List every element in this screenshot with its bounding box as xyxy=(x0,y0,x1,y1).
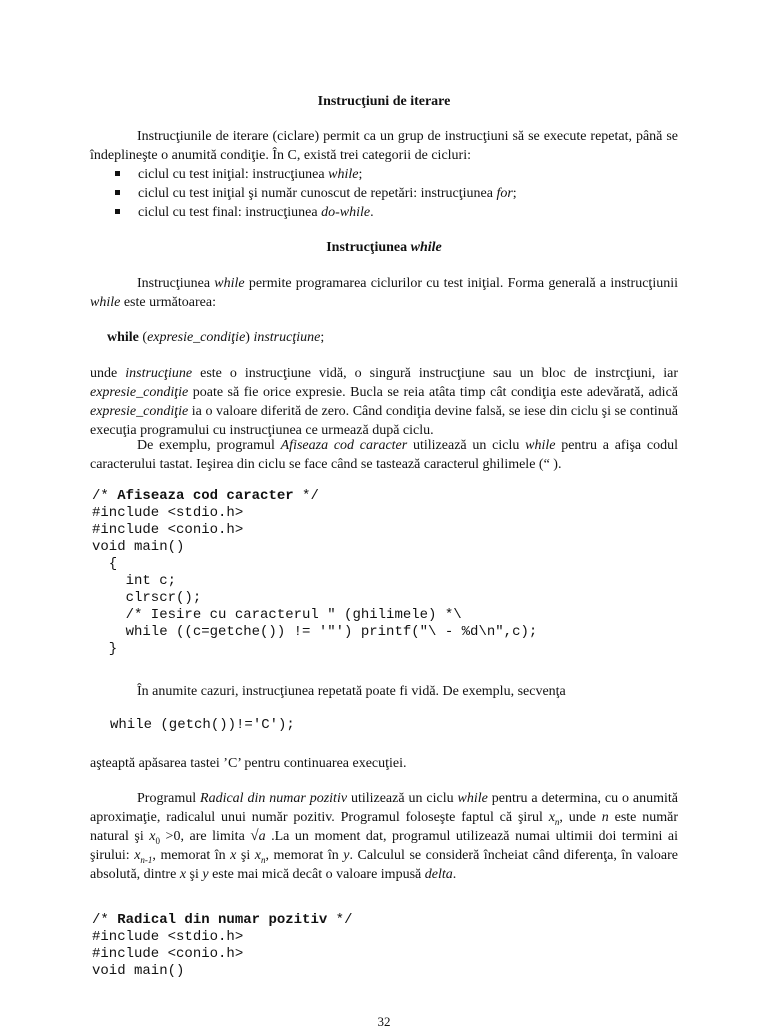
loop-types-list xyxy=(115,165,675,222)
empty-loop-paragraph: În anumite cazuri, instrucţiunea repetată poate fi vidă. De exemplu, secvenţa xyxy=(137,684,566,699)
bullet-icon xyxy=(115,171,120,176)
code-line: { xyxy=(92,556,118,572)
example-paragraph: De exemplu, programul Afiseaza cod caracter utilizează un ciclu while pentru a afişa codul caracterului tastat. Ieşirea din ciclu se face când se tastează caracterul ghilimele (“ ). xyxy=(90,438,678,472)
code-line: #include <conio.h> xyxy=(92,946,244,962)
code-line: #include <stdio.h> xyxy=(92,929,244,945)
list-item: ciclul cu test iniţial şi număr cunoscut de repetări: instrucţiunea for; xyxy=(115,184,675,203)
sqrt-symbol: √ xyxy=(250,828,259,844)
code-line: } xyxy=(92,641,118,657)
page-number: 32 xyxy=(377,1014,391,1029)
code-block-radical: /* Radical din numar pozitiv */ #include <stdio.h> #include <conio.h> void main() xyxy=(92,912,353,979)
while-intro-paragraph: Instrucţiunea while permite programarea ciclurilor cu test iniţial. Forma generală a instrucţiunii while este următoarea: xyxy=(90,276,678,310)
code-line: void main() xyxy=(92,539,185,555)
code-block-afiseaza: /* Afiseaza cod caracter */ #include <stdio.h> #include <conio.h> void main() { int c; clrscr(); /* Iesire cu caracterul " (ghilimele) *\ while ((c=getche()) != '"') printf("\ - %d\n",c); } xyxy=(92,488,538,657)
code-line: while ((c=getche()) != '"') printf("\ - %d\n",c); xyxy=(92,624,538,640)
intro-paragraph: Instrucţiunile de iterare (ciclare) permit ca un grup de instrucţiuni să se execute repetat, până se îndeplineşte o anumită condiţie. În C, există trei categorii de cicluri: xyxy=(90,129,678,163)
list-item: ciclul cu test final: instrucţiunea do-while. xyxy=(115,203,675,222)
code-line: #include <stdio.h> xyxy=(92,505,244,521)
bullet-icon xyxy=(115,209,120,214)
section-title: Instrucţiuni de iterare xyxy=(317,94,451,109)
code-line-getch: while (getch())!='C'); xyxy=(110,717,295,733)
code-line: void main() xyxy=(92,963,185,979)
list-item: ciclul cu test iniţial: instrucţiunea while; xyxy=(115,165,675,184)
code-line: #include <conio.h> xyxy=(92,522,244,538)
code-line: /* Iesire cu caracterul " (ghilimele) *\ xyxy=(92,607,462,623)
explanation-paragraph: unde instrucţiune este o instrucţiune vidă, o singură instrucţiune sau un bloc de instrcţiuni, iar expresie_condiţie poate să fie orice expresie. Bucla se reia atâta timp cât condiţia este adevărată, adică expresie_condiţie ia o valoare diferită de zero. Când condiţia devine falsă, se iese din ciclu şi se continuă execuţia programului cu instrucţiunea ce urmează după ciclu. xyxy=(90,366,679,438)
subsection-title: Instrucţiunea while xyxy=(326,240,442,255)
bullet-icon xyxy=(115,190,120,195)
while-syntax: while (expresie_condiţie) instrucţiune; xyxy=(107,330,325,345)
code-line: clrscr(); xyxy=(92,590,202,606)
wait-paragraph: aşteaptă apăsarea tastei ’C’ pentru continuarea execuţiei. xyxy=(90,756,407,771)
radical-paragraph: Programul Radical din numar pozitiv utilizează un ciclu while pentru a determina, cu o anumită aproximaţie, radicalul unui număr pozitiv. Programul foloseşte faptul că şirul $x_n$, unde n este număr natural şi $x_0 >0$, are limita √a .La un moment dat, programul utilizează numai ultimii doi termini ai şirului: $x_{n-1}$, memorat în x şi $x_n$, memorat în y. Calculul se consideră încheiat când diferenţa, în valoare absolută, dintre x şi y este mai mică decât o valoare impusă delta. xyxy=(90,791,679,882)
code-line: int c; xyxy=(92,573,177,589)
